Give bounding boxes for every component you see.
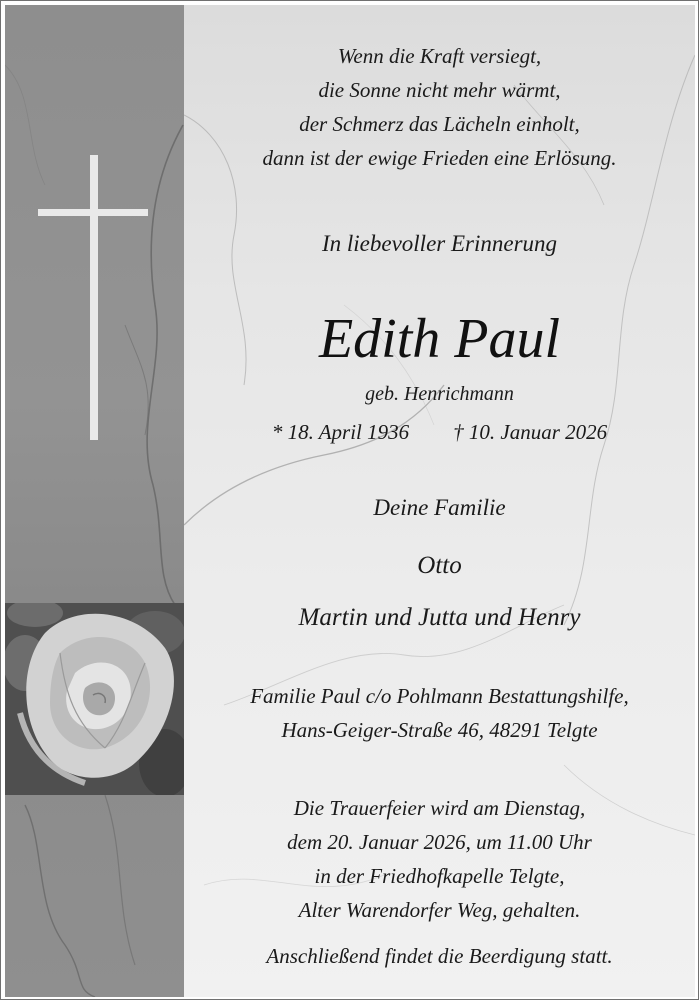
left-marble-strip bbox=[5, 5, 184, 997]
deceased-name: Edith Paul bbox=[318, 308, 561, 370]
cross-icon bbox=[90, 155, 98, 440]
maiden-name: geb. Henrichmann bbox=[365, 383, 514, 405]
rose-image bbox=[5, 603, 184, 795]
burial-note: Anschließend findet die Beerdigung statt. bbox=[266, 944, 613, 968]
life-dates bbox=[184, 415, 695, 449]
marble-veins-left bbox=[5, 5, 184, 997]
family-member: Martin und Jutta und Henry bbox=[298, 604, 581, 631]
service-line: Die Trauerfeier wird am Dienstag, bbox=[293, 796, 586, 820]
contact-address bbox=[184, 679, 695, 747]
birth-date: * 18. April 1936 bbox=[271, 420, 410, 444]
service-line: in der Friedhofkapelle Telgte, bbox=[314, 864, 565, 888]
verse-line: Wenn die Kraft versiegt, bbox=[337, 44, 542, 68]
family-label: Deine Familie bbox=[373, 495, 506, 520]
service-line: dem 20. Januar 2026, um 11.00 Uhr bbox=[287, 830, 592, 854]
death-date: † 10. Januar 2026 bbox=[453, 420, 608, 444]
memory-heading: In liebevoller Erinnerung bbox=[321, 231, 558, 256]
funeral-service-info bbox=[184, 791, 695, 927]
address-line: Hans-Geiger-Straße 46, 48291 Telgte bbox=[281, 718, 598, 742]
service-line: Alter Warendorfer Weg, gehalten. bbox=[298, 898, 581, 922]
address-line: Familie Paul c/o Pohlmann Bestattungshilfe, bbox=[250, 684, 629, 708]
verse-line: der Schmerz das Lächeln einholt, bbox=[299, 112, 580, 136]
verse-line: die Sonne nicht mehr wärmt, bbox=[318, 78, 561, 102]
verse-line: dann ist der ewige Frieden eine Erlösung. bbox=[262, 146, 617, 170]
marble-text-panel bbox=[184, 5, 695, 997]
verse bbox=[184, 39, 695, 175]
family-member: Otto bbox=[417, 552, 462, 579]
cross-icon-bar bbox=[38, 209, 148, 216]
